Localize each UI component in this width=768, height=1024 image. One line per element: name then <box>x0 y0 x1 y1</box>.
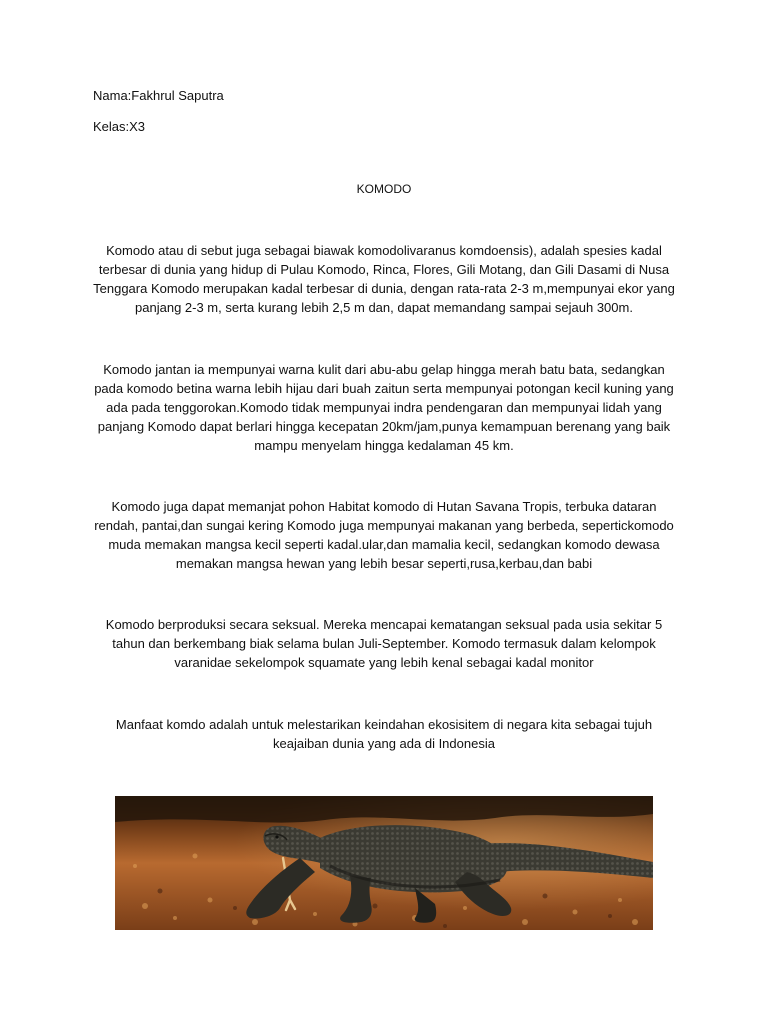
document-title: KOMODO <box>356 182 412 196</box>
paragraph-appearance: Komodo jantan ia mempunyai warna kulit dari abu-abu gelap hingga merah batu bata, sedangkan pada komodo betina warna lebih hijau dari buah zaitun serta mempunyai potongan kecil kuning yang ada pada tenggorokan.Komodo tidak mempunyai indra pendengaran dan mempunyai lidah yang panjang Komodo dapat berlari hingga kecepatan 20km/jam,punya kemampuan berenang yang baik mampu menyelam hingga kedalaman 45 km. <box>94 362 674 453</box>
student-name: Nama:Fakhrul Saputra <box>93 88 224 103</box>
komodo-photo <box>115 796 653 930</box>
paragraph-reproduction: Komodo berproduksi secara seksual. Mereka mencapai kematangan seksual pada usia sekitar 5 tahun dan berkembang biak selama bulan Juli-September. Komodo termasuk dalam kelompok varanidae sekelompok squamate yang lebih kenal sebagai kadal monitor <box>105 617 663 670</box>
paragraph-intro: Komodo atau di sebut juga sebagai biawak komodolivaranus komdoensis), adalah spesies kadal terbesar di dunia yang hidup di Pulau Komodo, Rinca, Flores, Gili Motang, dan Gili Dasami di Nusa Tenggara Komodo merupakan kadal terbesar di dunia, dengan rata-rata 2-3 m,mempunyai ekor yang panjang 2-3 m, serta kurang lebih 2,5 m dan, dapat memandang sampai sejauh 300m. <box>93 243 675 315</box>
student-class: Kelas:X3 <box>93 119 146 134</box>
paragraph-habitat: Komodo juga dapat memanjat pohon Habitat komodo di Hutan Savana Tropis, terbuka dataran rendah, pantai,dan sungai kering Komodo juga mempunyai makanan yang berbeda, sepertickomodo muda memakan mangsa kecil seperti kadal.ular,dan mamalia kecil, sedangkan komodo dewasa memakan mangsa hewan yang lebih besar seperti,rusa,kerbau,dan babi <box>94 499 674 571</box>
paragraph-benefit: Manfaat komdo adalah untuk melestarikan keindahan ekosisitem di negara kita sebagai tujuh keajaiban dunia yang ada di Indonesia <box>115 717 653 751</box>
